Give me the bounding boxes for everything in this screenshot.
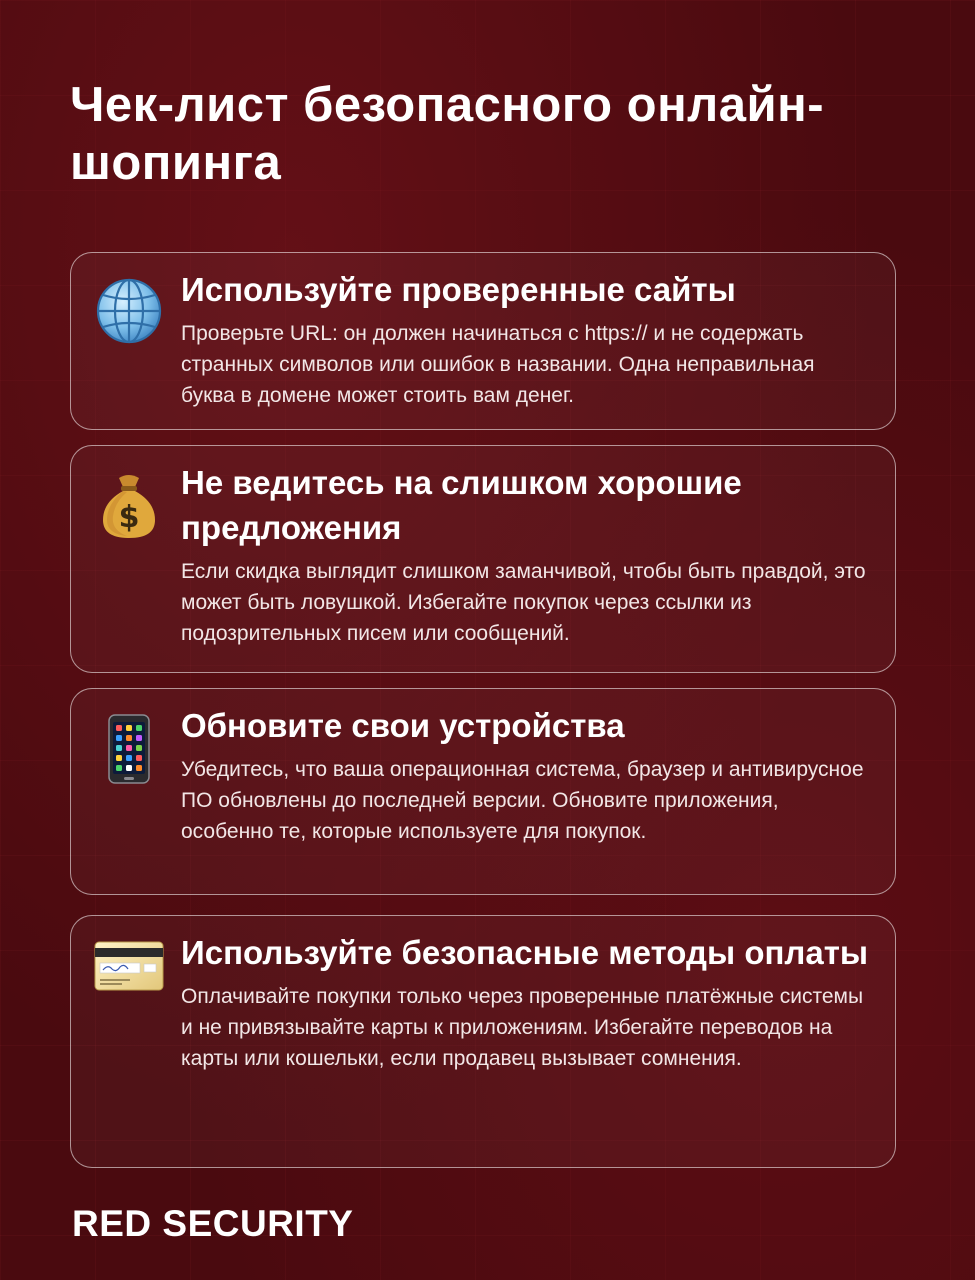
- checklist-card-payment: [70, 915, 896, 1168]
- card-text: Если скидка выглядит слишком заманчивой, чтобы быть правдой, это может быть ловушкой. Избегайте покупок через ссылки из подозрительных писем или сообщений.: [181, 560, 866, 645]
- globe-icon: [93, 275, 165, 347]
- smartphone-icon: [93, 713, 165, 785]
- card-title: Используйте проверенные сайты: [181, 271, 736, 308]
- card-title: Используйте безопасные методы оплаты: [181, 934, 869, 971]
- checklist-card-devices: [70, 688, 896, 895]
- checklist-card-offers: [70, 445, 896, 673]
- money-bag-icon: [93, 470, 165, 542]
- credit-card-icon: [91, 930, 167, 1002]
- svg-text:$: $: [118, 500, 140, 535]
- card-title: Не ведитесь на слишком хорошие предложения: [181, 464, 742, 546]
- brand-logo: RED SECURITY: [72, 1203, 354, 1244]
- card-text: Оплачивайте покупки только через проверенные платёжные системы и не привязывайте карты к приложениям. Избегайте переводов на карты или кошельки, если продавец вызывает сомнения.: [181, 985, 864, 1070]
- card-text: Проверьте URL: он должен начинаться с https:// и не содержать странных символов или ошибок в названии. Одна неправильная буква в домене может стоить вам денег.: [181, 322, 815, 407]
- page-title: Чек-лист безопасного онлайн-шопинга: [70, 78, 825, 190]
- card-title: Обновите свои устройства: [181, 707, 625, 744]
- checklist-card-websites: [70, 252, 896, 430]
- card-text: Убедитесь, что ваша операционная система, браузер и антивирусное ПО обновлены до последней версии. Обновите приложения, особенно те, которые используете для покупок.: [181, 758, 864, 843]
